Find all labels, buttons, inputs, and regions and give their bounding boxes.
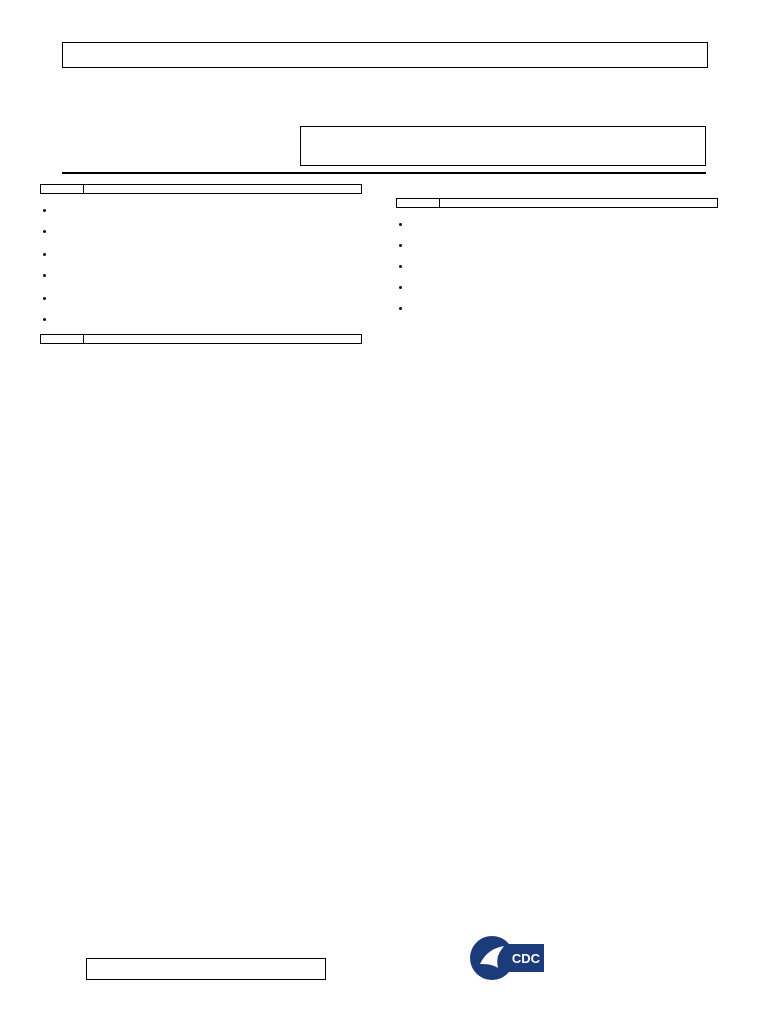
rubella-bullet-1 bbox=[56, 290, 376, 305]
section-3-bullet-1 bbox=[412, 216, 732, 231]
section-3-bullet-2 bbox=[412, 237, 732, 252]
rubella-bullet-2 bbox=[56, 311, 376, 326]
section-3-bullet-3 bbox=[412, 258, 732, 273]
mumps-bullet-1 bbox=[56, 246, 376, 261]
cdc-logo-icon bbox=[506, 938, 546, 978]
section-3-bullet-5 bbox=[412, 300, 732, 315]
section-2-title bbox=[83, 334, 362, 344]
header-divider bbox=[62, 172, 706, 174]
section-3-bullet-4 bbox=[412, 279, 732, 294]
left-column bbox=[40, 180, 376, 352]
right-column bbox=[396, 180, 732, 323]
vis-footer bbox=[86, 958, 326, 980]
section-3-number bbox=[396, 198, 439, 208]
mumps-bullet-2 bbox=[56, 267, 376, 282]
measles-list bbox=[40, 202, 376, 238]
svg-text:CDC: CDC bbox=[511, 951, 541, 966]
measles-bullet-1 bbox=[56, 202, 376, 217]
rubella-list bbox=[40, 290, 376, 326]
top-banner bbox=[62, 42, 708, 68]
section-1-number bbox=[40, 184, 83, 194]
section-2-header bbox=[40, 334, 362, 344]
section-3-list bbox=[396, 216, 732, 315]
info-box bbox=[300, 126, 706, 166]
section-2-number bbox=[40, 334, 83, 344]
section-3-header bbox=[396, 198, 718, 208]
measles-bullet-2 bbox=[56, 223, 376, 238]
mumps-list bbox=[40, 246, 376, 282]
section-1-header bbox=[40, 184, 362, 194]
section-3-title bbox=[439, 198, 718, 208]
section-1-title bbox=[83, 184, 362, 194]
